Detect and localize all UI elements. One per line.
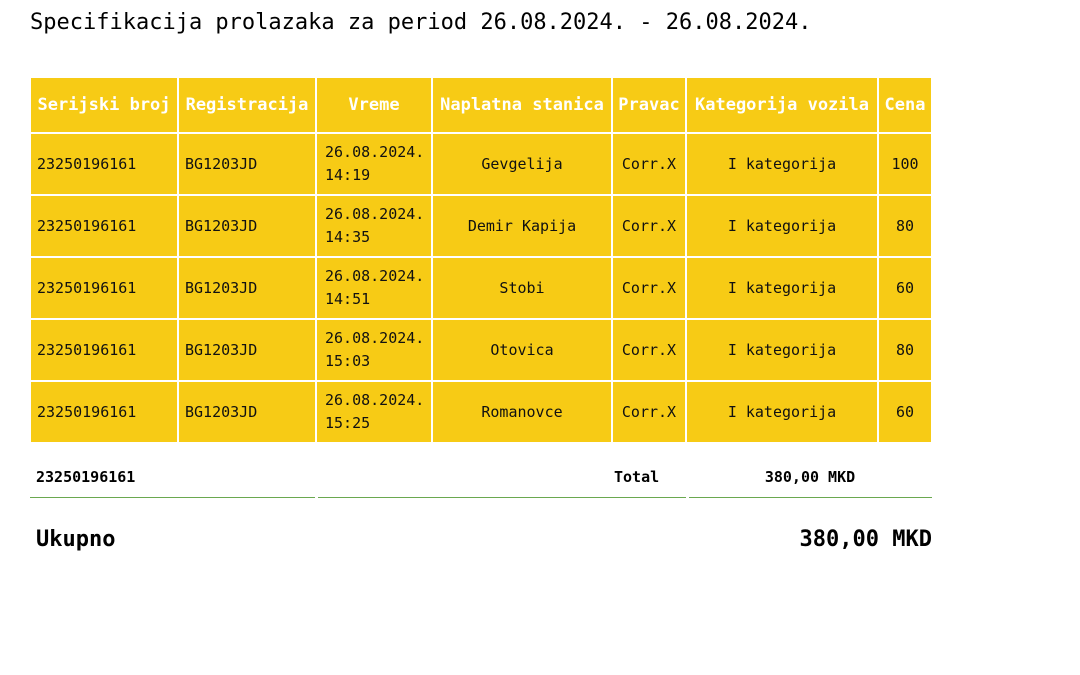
cell-registration: BG1203JD bbox=[179, 196, 315, 256]
cell-serial: 23250196161 bbox=[31, 258, 177, 318]
cell-time bbox=[317, 258, 431, 318]
cell-vehicle-category: I kategorija bbox=[687, 382, 877, 442]
table-row bbox=[31, 320, 931, 380]
table-row bbox=[31, 134, 931, 194]
cell-date-text: 26.08.2024. bbox=[325, 329, 425, 347]
cell-time bbox=[317, 382, 431, 442]
subtotal-divider bbox=[318, 497, 686, 498]
transits-table bbox=[29, 76, 933, 444]
column-header-toll-station: Naplatna stanica bbox=[433, 78, 611, 132]
cell-toll-station: Demir Kapija bbox=[433, 196, 611, 256]
cell-price: 80 bbox=[879, 320, 931, 380]
column-header-price: Cena bbox=[879, 78, 931, 132]
column-header-time: Vreme bbox=[317, 78, 431, 132]
page-title: Specifikacija prolazaka za period 26.08.2024. - 26.08.2024. bbox=[30, 10, 812, 35]
cell-date-text: 26.08.2024. bbox=[325, 205, 425, 223]
cell-serial: 23250196161 bbox=[31, 196, 177, 256]
cell-direction: Corr.X bbox=[613, 196, 685, 256]
cell-registration: BG1203JD bbox=[179, 382, 315, 442]
cell-serial: 23250196161 bbox=[31, 320, 177, 380]
cell-direction: Corr.X bbox=[613, 320, 685, 380]
column-header-vehicle-category: Kategorija vozila bbox=[687, 78, 877, 132]
cell-time-text: 15:25 bbox=[325, 414, 371, 432]
cell-toll-station: Stobi bbox=[433, 258, 611, 318]
cell-registration: BG1203JD bbox=[179, 320, 315, 380]
grand-total-value: 380,00 MKD bbox=[799, 527, 932, 552]
cell-direction: Corr.X bbox=[613, 134, 685, 194]
cell-serial: 23250196161 bbox=[31, 134, 177, 194]
cell-vehicle-category: I kategorija bbox=[687, 258, 877, 318]
subtotal-label: Total bbox=[614, 468, 660, 486]
cell-time-text: 14:35 bbox=[325, 228, 371, 246]
cell-time-text: 14:19 bbox=[325, 166, 371, 184]
cell-direction: Corr.X bbox=[613, 382, 685, 442]
cell-time-text: 15:03 bbox=[325, 352, 371, 370]
cell-price: 60 bbox=[879, 382, 931, 442]
subtotal-serial: 23250196161 bbox=[36, 468, 136, 486]
cell-direction: Corr.X bbox=[613, 258, 685, 318]
cell-time bbox=[317, 320, 431, 380]
subtotal-value: 380,00 MKD bbox=[764, 468, 856, 486]
column-header-serial: Serijski broj bbox=[31, 78, 177, 132]
table-row bbox=[31, 196, 931, 256]
cell-toll-station: Gevgelija bbox=[433, 134, 611, 194]
cell-vehicle-category: I kategorija bbox=[687, 196, 877, 256]
subtotal-divider bbox=[689, 497, 932, 498]
cell-price: 100 bbox=[879, 134, 931, 194]
cell-price: 60 bbox=[879, 258, 931, 318]
cell-date-text: 26.08.2024. bbox=[325, 391, 425, 409]
column-header-direction: Pravac bbox=[613, 78, 685, 132]
cell-vehicle-category: I kategorija bbox=[687, 134, 877, 194]
table-header-row bbox=[31, 78, 931, 132]
column-header-registration: Registracija bbox=[179, 78, 315, 132]
table-row bbox=[31, 258, 931, 318]
grand-total-label: Ukupno bbox=[36, 527, 116, 552]
table-row bbox=[31, 382, 931, 442]
cell-toll-station: Romanovce bbox=[433, 382, 611, 442]
cell-time bbox=[317, 196, 431, 256]
cell-time bbox=[317, 134, 431, 194]
subtotal-divider bbox=[30, 497, 315, 498]
cell-time-text: 14:51 bbox=[325, 290, 371, 308]
cell-price: 80 bbox=[879, 196, 931, 256]
cell-vehicle-category: I kategorija bbox=[687, 320, 877, 380]
cell-date-text: 26.08.2024. bbox=[325, 143, 425, 161]
cell-date-text: 26.08.2024. bbox=[325, 267, 425, 285]
cell-registration: BG1203JD bbox=[179, 134, 315, 194]
cell-registration: BG1203JD bbox=[179, 258, 315, 318]
cell-serial: 23250196161 bbox=[31, 382, 177, 442]
cell-toll-station: Otovica bbox=[433, 320, 611, 380]
subtotal-row bbox=[30, 462, 932, 498]
